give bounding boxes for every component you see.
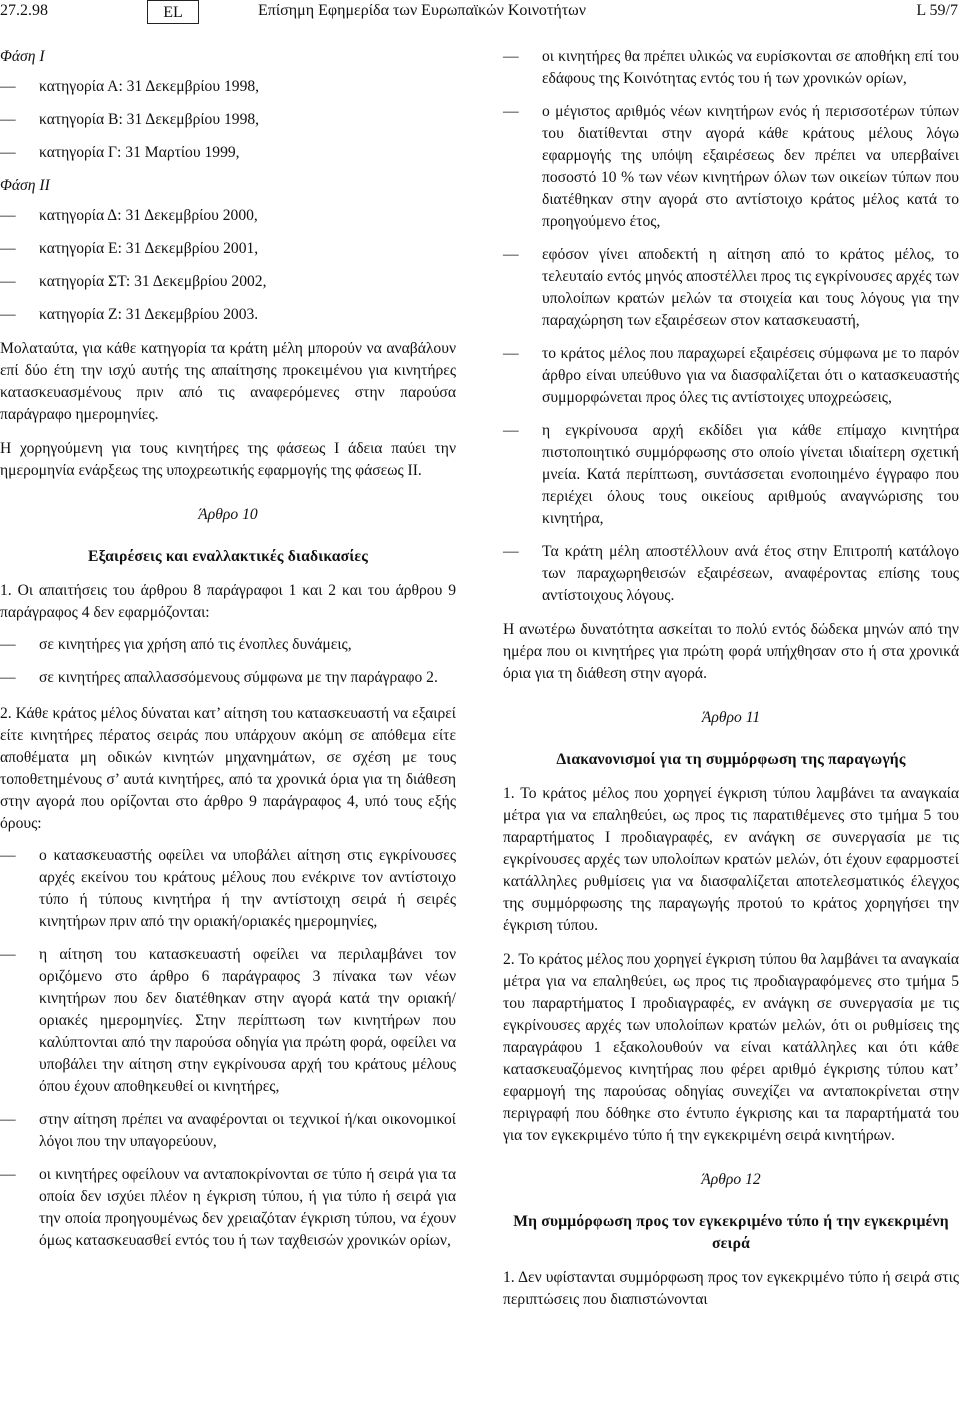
article-12-title: Μη συμμόρφωση προς τον εγκεκριμένο τύπο ή την εγκεκριμένη σειρά xyxy=(513,1213,949,1252)
list-item: — ο μέγιστος αριθμός νέων κινητήρων ενός ή περισσοτέρων τύπων του διατίθενται στην αγορά κάθε κράτους μέλους λόγω εφαρμογής της υπόψη εξαιρέσεως δεν πρέπει να υπερβαίνει ποσοστό 10 % των νέων κινητήρων όλων των οικείων τύπων που διατέθηκαν στην αγορά στο αντίστοιχο κράτος μέλος κατά το προηγούμενο έτος, xyxy=(503,103,959,230)
article-10-title: Εξαιρέσεις και εναλλακτικές διαδικασίες xyxy=(88,548,368,565)
list-item: — κατηγορία Β: 31 Δεκεμβρίου 1998, xyxy=(0,111,260,128)
list-item: — κατηγορία Α: 31 Δεκεμβρίου 1998, xyxy=(0,78,260,95)
list-item: — κατηγορία ΣΤ: 31 Δεκεμβρίου 2002, xyxy=(0,273,267,290)
list-item: — το κράτος μέλος που παραχωρεί εξαιρέσεις σύμφωνα με το παρόν άρθρο είναι υπεύθυνο για να διασφαλίζεται ότι ο κατασκευαστής συμμορφώνεται προς όλες τις αντίστοιχες υποχρεώσεις, xyxy=(503,345,959,406)
list-item: — Τα κράτη μέλη αποστέλλουν ανά έτος στην Επιτροπή κατάλογο των παραχωρηθεισών εξαιρέσεων, αναφέροντας επίσης τους αντίστοιχους λόγους. xyxy=(503,543,959,604)
list-item: — εφόσον γίνει αποδεκτή η αίτηση από το κράτος μέλος, το τελευταίο εντός μηνός αποστέλλει προς τις εγκρίνουσες αρχές των υπολοίπων κρατών μελών τα στοιχεία και τους λόγους για την παραχώρηση των εξαιρέσεων στον κατασκευαστή, xyxy=(503,246,959,329)
list-item: — σε κινητήρες απαλλασσόμενους σύμφωνα με την παράγραφο 2. xyxy=(0,669,438,686)
list-item: — ο κατασκευαστής οφείλει να υποβάλει αίτηση στις εγκρίνουσες αρχές εκείνου του κράτους μέλους που ενέκρινε τον αντίστοιχο τύπο ή τύπους κινητήρα ή την αντίστοιχη σειρά ή σειρές κινητήρων πριν από την οριακή/οριακές ημερομηνίες, xyxy=(0,847,456,930)
article-12-number: Άρθρο 12 xyxy=(701,1171,761,1188)
paragraph: Η ανωτέρω δυνατότητα ασκείται το πολύ εντός δώδεκα μηνών από την ημέρα που οι κινητήρες για πρώτη φορά υπήχθησαν στο ή στα χρονικά όρια για τη διάθεση στην αγορά. xyxy=(503,621,959,682)
list-item: — κατηγορία Ζ: 31 Δεκεμβρίου 2003. xyxy=(0,306,259,323)
list-item: — οι κινητήρες θα πρέπει υλικώς να ευρίσκονται σε αποθήκη επί του εδάφους της Κοινότητας εντός του ή των χρονικών ορίων, xyxy=(503,48,959,87)
list-item: — στην αίτηση πρέπει να αναφέρονται οι τεχνικοί ή/και οικονομικοί λόγοι που την υπαγορεύουν, xyxy=(0,1111,456,1150)
paragraph: 1. Δεν υφίστανται συμμόρφωση προς τον εγκεκριμένο τύπο ή σειρά στις περιπτώσεις που διαπιστώνονται xyxy=(503,1269,959,1308)
article-10-number: Άρθρο 10 xyxy=(198,506,258,523)
list-item: — η αίτηση του κατασκευαστή οφείλει να περιλαμβάνει τον οριζόμενο στο άρθρο 6 παράγραφος 3 πίνακα των νέων κινητήρων που δεν διατέθηκαν στην αγορά κατά την οριακή/οριακές ημερομηνίες. Στην περίπτωση των κινητήρων που καλύπτονται από την παρούσα οδηγία για πρώτη φορά, οφείλει να υποβάλει την αίτηση στην εγκρίνουσα αρχή του κράτους μέλους όπου έχουν αποθηκευθεί οι κινητήρες, xyxy=(0,946,456,1095)
header-journal-title: Επίσημη Εφημερίδα των Ευρωπαϊκών Κοινοτήτων xyxy=(258,2,586,19)
list-item: — κατηγορία Γ: 31 Μαρτίου 1999, xyxy=(0,144,240,161)
right-column xyxy=(503,46,959,1323)
article-11-number: Άρθρο 11 xyxy=(701,709,761,726)
list-item: — κατηγορία Ε: 31 Δεκεμβρίου 2001, xyxy=(0,240,259,257)
phase-1-heading: Φάση I xyxy=(0,48,45,65)
paragraph: 1. Το κράτος μέλος που χορηγεί έγκριση τύπου λαμβάνει τα αναγκαία μέτρα για να επαληθεύει, ως προς τις παρατιθέμενες στο τμήμα 5 του παραρτήματος I προδιαγραφές, εν ανάγκη σε συνεργασία με τις εγκρίνουσες αρχές των υπολοίπων κρατών μελών, ότι έχουν εφαρμοστεί κατάλληλες ρυθμίσεις για να διασφαλίζεται αποτελεσματικός έλεγχος της συμμόρφωσης της παραγωγής προτού το κράτος χορηγήσει την έγκριση τύπου. xyxy=(503,785,959,934)
phase-2-heading: Φάση II xyxy=(0,177,50,194)
paragraph: 1. Οι απαιτήσεις του άρθρου 8 παράγραφοι 1 και 2 και του άρθρου 9 παράγραφος 4 δεν εφαρμόζονται: xyxy=(0,582,456,621)
header-language-box: EL xyxy=(147,0,199,24)
list-item: — η εγκρίνουσα αρχή εκδίδει για κάθε επίμαχο κινητήρα πιστοποιητικό συμμόρφωσης στο οποίο γίνεται ιδιαίτερη σχετική μνεία. Κατά περίπτωση, συντάσσεται ενοποιημένο έγγραφο που περιέχει όλους τους οικείους αριθμούς αναγνώρισης του κινητήρα, xyxy=(503,422,959,527)
header-date: 27.2.98 xyxy=(0,2,48,19)
paragraph: Μολαταύτα, για κάθε κατηγορία τα κράτη μέλη μπορούν να αναβάλουν επί δύο έτη την ισχύ αυτής της απαίτησης προκειμένου για κινητήρες κατασκευασμένους πριν από τις αναφερόμενες στην παρούσα παράγραφο ημερομηνίες. xyxy=(0,340,456,423)
paragraph: 2. Το κράτος μέλος που χορηγεί έγκριση τύπου θα λαμβάνει τα αναγκαία μέτρα για να επαληθεύει, ως προς τις προδιαγραφόμενες στο τμήμα 5 του παραρτήματος I προδιαγραφές, εν ανάγκη σε συνεργασία με τις εγκρίνουσες αρχές των υπολοίπων κρατών μελών, ότι οι ρυθμίσεις της παραγράφου 1 εξακολουθούν να είναι κατάλληλες και ότι κάθε κατασκευαζόμενος κινητήρας που φέρει αριθμό έγκρισης τύπου κατ’ εφαρμογή της παρούσας οδηγίας συνεχίζει να ανταποκρίνεται στην περιγραφή που δόθηκε στο έντυπο έγκρισης και τα παραρτήματά του για τον εγκεκριμένο τύπο ή την εγκεκριμένη σειρά κινητήρων. xyxy=(503,951,959,1144)
list-item: — οι κινητήρες οφείλουν να ανταποκρίνονται σε τύπο ή σειρά για τα οποία δεν ισχύει πλέον η έγκριση τύπου, ή για τύπο ή σειρά για την οποία προηγουμένως δεν χρειαζόταν έγκριση τύπου, να έχουν όμως κατασκευασθεί εντός του ή των ταχθεισών χρονικών ορίων, xyxy=(0,1166,456,1249)
header-page-number: L 59/7 xyxy=(916,2,958,19)
left-column xyxy=(0,46,456,1263)
paragraph: 2. Κάθε κράτος μέλος δύναται κατ’ αίτηση του κατασκευαστή να εξαιρεί είτε κινητήρες πέρατος σειράς που υπάρχουν ακόμη σε απόθεμα είτε αποθέματα μη οδικών κινητών μηχανημάτων, σε σχέση με τους τοποθετημένους σ’ αυτά κινητήρες, από τα χρονικά όρια για τη διάθεση στην αγορά που ορίζονται στο άρθρο 9 παράγραφος 4, υπό τους εξής όρους: xyxy=(0,705,456,832)
list-item: — κατηγορία Δ: 31 Δεκεμβρίου 2000, xyxy=(0,207,258,224)
list-item: — σε κινητήρες για χρήση από τις ένοπλες δυνάμεις, xyxy=(0,636,352,653)
article-11-title: Διακανονισμοί για τη συμμόρφωση της παραγωγής xyxy=(556,751,906,768)
paragraph: Η χορηγούμενη για τους κινητήρες της φάσεως I άδεια παύει την ημερομηνία ενάρξεως της υποχρεωτικής εφαρμογής της φάσεως II. xyxy=(0,440,456,479)
page-header xyxy=(0,0,960,26)
